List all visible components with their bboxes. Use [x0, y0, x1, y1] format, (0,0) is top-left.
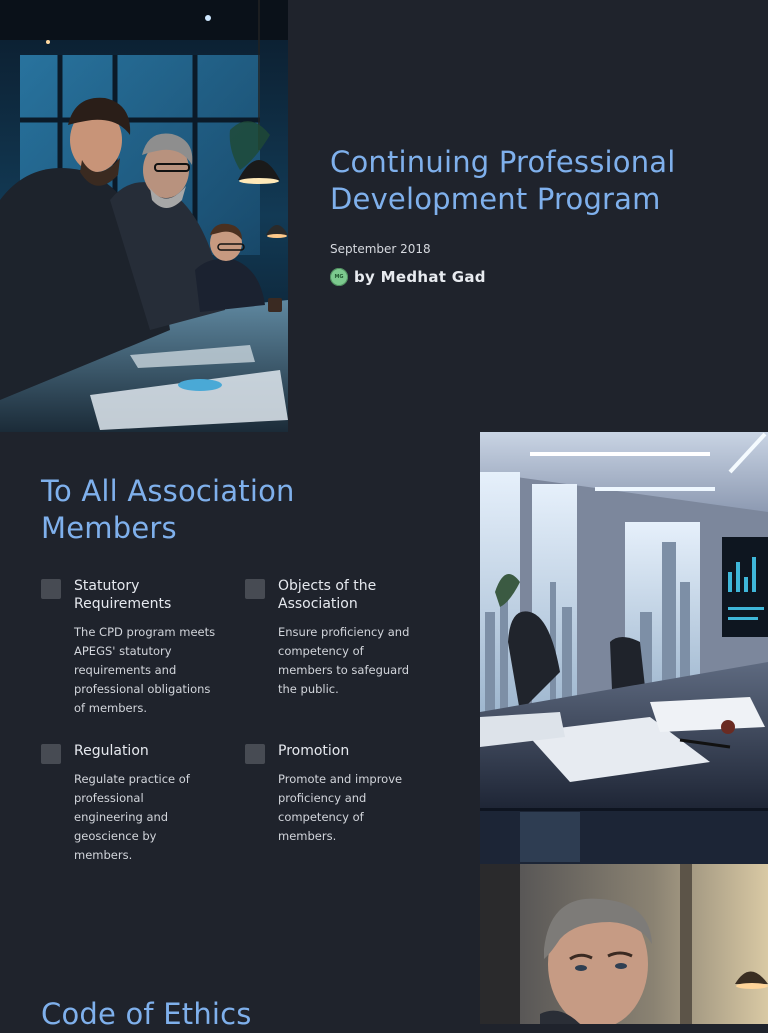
- card-title: Objects of the Association: [278, 578, 377, 612]
- card-regulation: [41, 742, 216, 865]
- author-name: by Medhat Gad: [354, 268, 486, 286]
- card-body: Regulate practice of professional engineering and geoscience by members.: [74, 772, 190, 862]
- portrait-photo: [480, 864, 768, 1024]
- boardroom-photo: [480, 432, 768, 864]
- card-objects-of-association: [245, 577, 420, 699]
- page-title: Continuing Professional Development Program: [330, 145, 676, 216]
- card-icon: [245, 579, 265, 599]
- card-statutory-requirements: [41, 577, 216, 718]
- section-title-ethics: Code of Ethics: [41, 997, 252, 1031]
- card-icon: [41, 744, 61, 764]
- card-title: Statutory Requirements: [74, 578, 172, 612]
- card-promotion: [245, 742, 420, 846]
- card-body: Ensure proficiency and competency of members to safeguard the public.: [278, 625, 410, 696]
- author-byline: [330, 268, 730, 286]
- card-body: Promote and improve proficiency and competency of members.: [278, 772, 403, 843]
- author-avatar-icon: MG: [330, 268, 348, 286]
- card-body: The CPD program meets APEGS' statutory requirements and professional obligations of members.: [74, 625, 216, 715]
- hero-section: [330, 144, 730, 286]
- card-icon: [245, 744, 265, 764]
- card-title: Regulation: [74, 743, 149, 759]
- card-title: Promotion: [278, 743, 350, 759]
- hero-photo: [0, 0, 288, 432]
- card-icon: [41, 579, 61, 599]
- section-title-members: To All Association Members: [41, 474, 295, 545]
- publish-date: September 2018: [330, 242, 431, 256]
